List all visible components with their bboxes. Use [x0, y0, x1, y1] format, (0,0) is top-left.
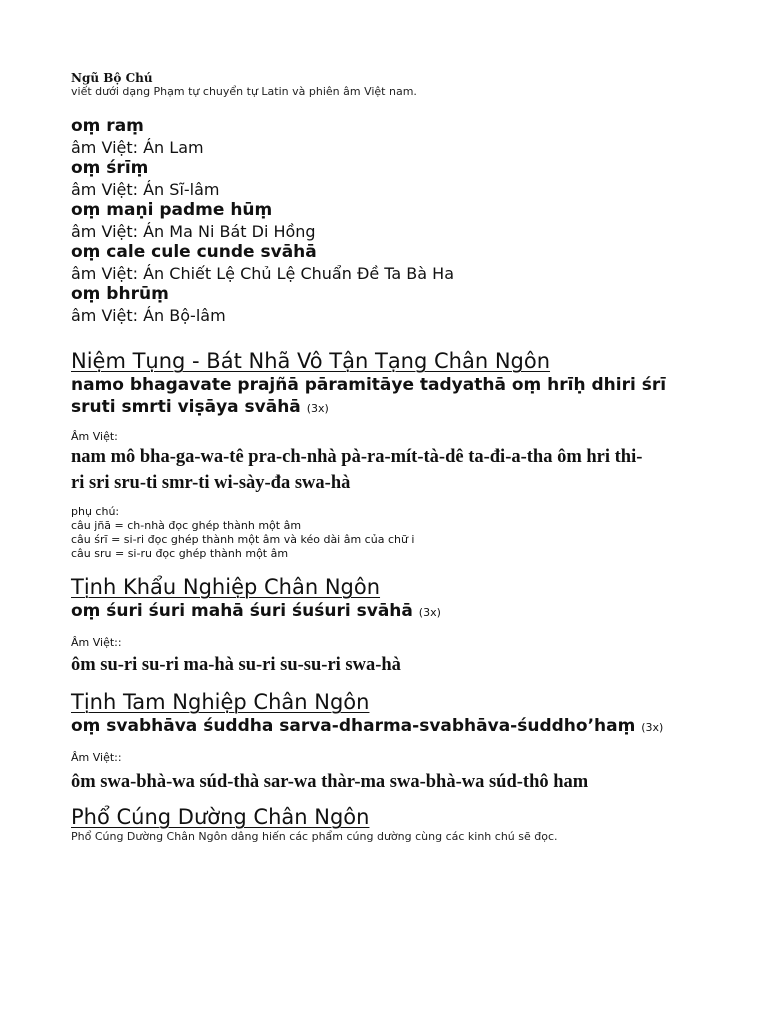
- pronunciation-label: Âm Việt:: [71, 430, 118, 443]
- document-body: [71, 72, 741, 843]
- repeat-count: (3x): [418, 606, 441, 619]
- pronunciation-label: Âm Việt::: [71, 636, 122, 649]
- pronunciation-text: ri sri sru-ti smr-ti wi-sày-đa swa-hà: [71, 473, 351, 493]
- mantra-text: oṃ śuri śuri mahā śuri śuśuri svāhā: [71, 601, 413, 621]
- mantra-pronunciation: âm Việt: Án Lam: [71, 138, 204, 157]
- mantra-text-line: [71, 715, 741, 739]
- pronunciation-label: Âm Việt::: [71, 751, 122, 764]
- mantra-pronunciation: âm Việt: Án Chiết Lệ Chủ Lệ Chuẩn Đề Ta Bà Ha: [71, 264, 454, 283]
- mantra-pronunciation: âm Việt: Án Bộ-lâm: [71, 306, 226, 325]
- mantra-sanskrit: oṃ maṇi padme hūṃ: [71, 200, 273, 220]
- mantra-text: sruti smrti viṣāya svāhā: [71, 397, 301, 417]
- mantra-sanskrit: oṃ cale cule cunde svāhā: [71, 242, 317, 262]
- section-offering-mantra: [71, 804, 741, 843]
- pronunciation-text: nam mô bha-ga-wa-tê pra-ch-nhà pà-ra-mít-tà-dê ta-đi-a-tha ôm hri thi-: [71, 447, 643, 467]
- mantra-pronunciation: âm Việt: Án Ma Ni Bát Di Hồng: [71, 222, 316, 241]
- section-heading: Phổ Cúng Dường Chân Ngôn: [71, 805, 370, 829]
- section-purify-speech: [71, 574, 741, 678]
- notes-block: [71, 505, 741, 561]
- mantra-sanskrit: oṃ śrīṃ: [71, 158, 149, 178]
- section-prajna-mantra: [71, 348, 741, 496]
- repeat-count: (3x): [306, 402, 329, 415]
- pronunciation-text: ôm su-ri su-ri ma-hà su-ri su-su-ri swa-hà: [71, 655, 401, 675]
- note-item: câu sru = si-ru đọc ghép thành một âm: [71, 547, 289, 560]
- section-description: Phổ Cúng Dường Chân Ngôn dâng hiến các phẩm cúng dường cùng các kinh chú sẽ đọc.: [71, 830, 558, 843]
- section-heading: Niệm Tụng - Bát Nhã Vô Tận Tạng Chân Ngôn: [71, 349, 551, 373]
- note-item: câu jñā = ch-nhà đọc ghép thành một âm: [71, 519, 302, 532]
- note-item: câu śrī = si-ri đọc ghép thành một âm và kéo dài âm của chữ i: [71, 533, 415, 546]
- mantra-sanskrit: oṃ raṃ: [71, 116, 144, 136]
- notes-title: phụ chú:: [71, 505, 120, 518]
- section-purify-three-karmas: [71, 689, 741, 795]
- mantra-text-line: namo bhagavate prajñā pāramitāye tadyathā oṃ hrīḥ dhiri śrī: [71, 375, 667, 395]
- mantra-text-line: [71, 600, 741, 624]
- mantra-sanskrit: oṃ bhrūṃ: [71, 284, 169, 304]
- document-subtitle: viết dưới dạng Phạm tự chuyển tự Latin và phiên âm Việt nam.: [71, 85, 417, 98]
- section-heading: Tịnh Khẩu Nghiệp Chân Ngôn: [71, 575, 381, 599]
- pronunciation-text: ôm swa-bhà-wa súd-thà sar-wa thàr-ma swa-bhà-wa súd-thô ham: [71, 772, 589, 792]
- mantra-pronunciation: âm Việt: Án Sĩ-lâm: [71, 180, 220, 199]
- five-mantras-list: [71, 116, 741, 326]
- document-title: Ngũ Bộ Chú: [71, 71, 153, 85]
- mantra-text: oṃ svabhāva śuddha sarva-dharma-svabhāva-śuddho’haṃ: [71, 716, 636, 736]
- repeat-count: (3x): [641, 721, 664, 734]
- mantra-text-line: [71, 396, 741, 420]
- section-heading: Tịnh Tam Nghiệp Chân Ngôn: [71, 690, 370, 714]
